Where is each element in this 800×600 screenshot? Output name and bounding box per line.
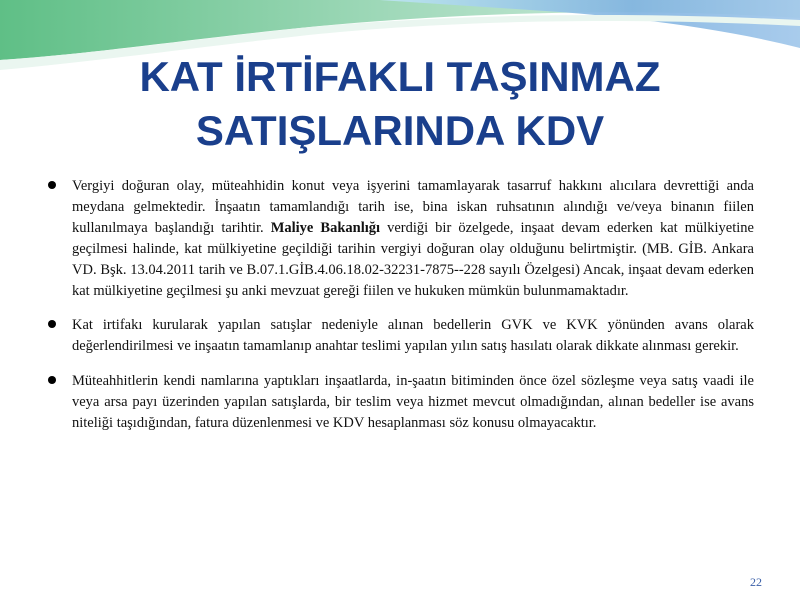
slide-title-line-2: SATIŞLARINDA KDV bbox=[195, 107, 605, 154]
slide-title-line-1: KAT İRTİFAKLI TAŞINMAZ bbox=[139, 53, 661, 100]
bullet-dot-icon bbox=[48, 376, 56, 384]
page-number: 22 bbox=[750, 575, 762, 589]
bullet-item bbox=[46, 371, 754, 434]
bullet-item bbox=[46, 176, 754, 301]
bullet-list bbox=[46, 176, 754, 448]
bullet-text: Müteahhitlerin kendi namlarına yaptıkları inşaatlarda, in-şaatın bitiminden önce özel sözleşme veya satış vaadi ile veya arsa payı üzerinden yapılan satışlarda, bir teslim veya hizmet mevcut olmadığından, alınan bedeller ise avans niteliği taşıdığından, fatura düzenlenmesi ve KDV hesaplanması söz konusu olmayacaktır. bbox=[72, 373, 754, 432]
bullet-item bbox=[46, 315, 754, 357]
bullet-text: Kat irtifakı kurularak yapılan satışlar nedeniyle alınan bedellerin GVK ve KVK yönünden avans olarak değerlendirilmesi ve inşaatın tamamlanıp anahtar teslimi yapılan yılın satış hasılatı olarak dikkate alınması gerekir. bbox=[72, 317, 754, 355]
bullet-dot-icon bbox=[48, 320, 56, 328]
bullet-text: Vergiyi doğuran olay, müteahhidin konut veya işyerini tamamlayarak tasarruf hakkını alıcılara devrettiği anda meydana gelmektedir. İnşaatın tamamlandığı tarih ise, bina iskan ruhsatının alındığı ve/veya binanın fiilen kullanılmaya başlandığı tarihtir. Maliye Bakanlığı verdiği bir özelgede, inşaat devam ederken kat mülkiyetine geçilmesi halinde, kat mülkiyetine geçildiği tarihin vergiyi doğuran olay olduğunu belirtmiştir. (MB. GİB. Ankara VD. Bşk. 13.04.2011 tarih ve B.07.1.GİB.4.06.18.02-32231-7875--228 sayılı Özelgesi) Ancak, inşaat devam ederken kat mülkiyetine geçilmesi şu anki mevzuat gereği fiilen ve hukuken mümkün bulunmamaktadır. bbox=[72, 178, 754, 299]
bullet-dot-icon bbox=[48, 181, 56, 189]
slide-title bbox=[40, 50, 760, 158]
